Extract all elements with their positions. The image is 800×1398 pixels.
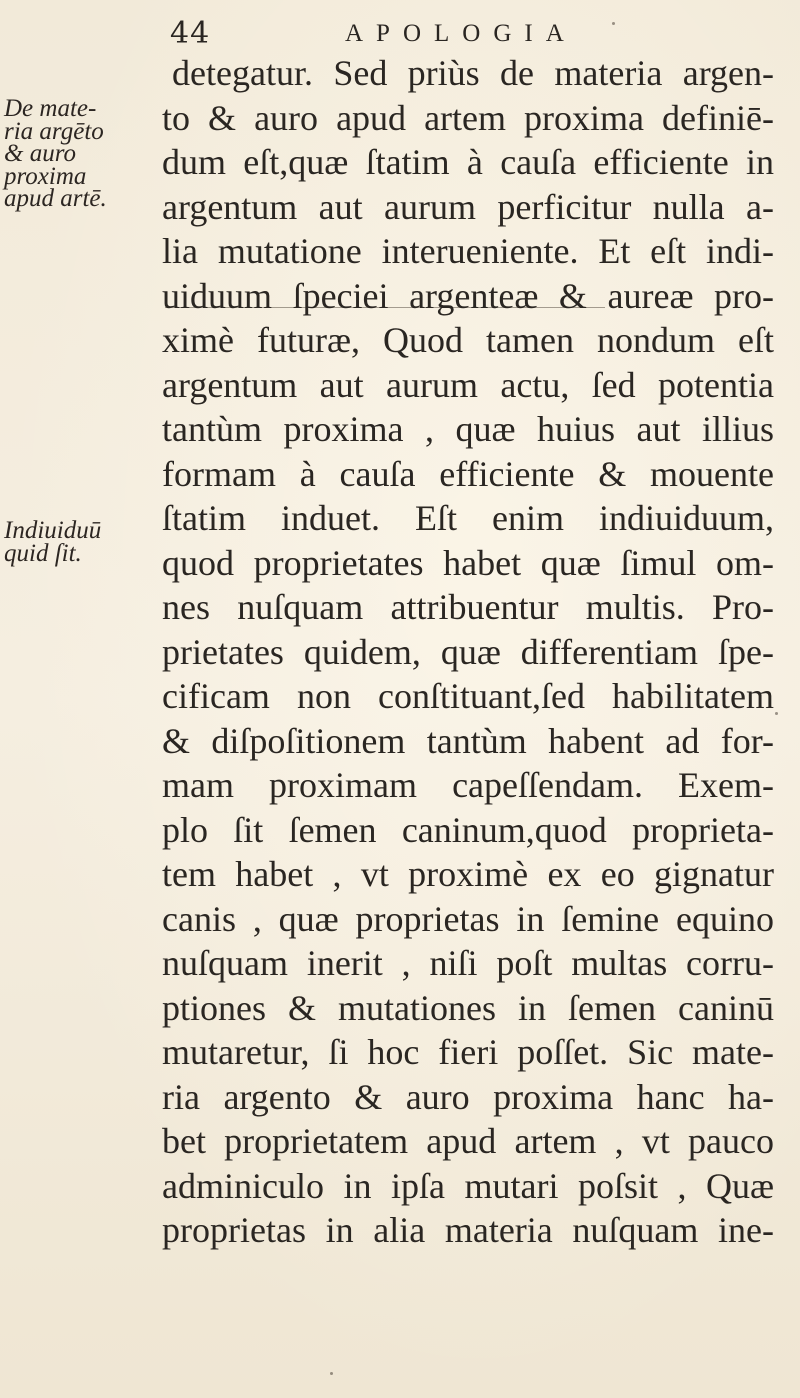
running-head: APOLOGIA xyxy=(345,20,577,47)
margin-note-line: & auro xyxy=(4,140,76,167)
text-line: canis , quæ proprietas in ſemine equino xyxy=(162,898,774,939)
text-line: nes nuſquam attribuentur multis. Pro- xyxy=(162,587,774,627)
text-line: adminiculo in ipſa mutari poſsit , Quæ xyxy=(162,1165,774,1206)
text-line: mam proximam capeſſendam. Exem- xyxy=(162,765,774,805)
text-line: ptiones & mutationes in ſemen caninū xyxy=(162,987,774,1028)
ink-speck xyxy=(330,1372,333,1375)
text-line: bet proprietatem apud artem , vt pauco xyxy=(162,1121,774,1161)
text-line: prietates quidem, quæ differentiam ſpe- xyxy=(162,631,774,672)
margin-note-line: Indiuiduū xyxy=(4,517,102,544)
text-line: formam à cauſa efficiente & mouente xyxy=(162,453,774,494)
text-line: ria argento & auro proxima hanc ha- xyxy=(162,1076,774,1117)
text-line: uiduum ſpeciei argenteæ & aureæ pro- xyxy=(162,275,774,316)
text-line: proprietas in alia materia nuſquam ine- xyxy=(162,1210,774,1250)
ink-speck xyxy=(775,712,778,715)
text-line: lia mutatione interueniente. Et eſt indi- xyxy=(162,231,774,271)
text-line: quod proprietates habet quæ ſimul om- xyxy=(162,542,774,583)
text-line: cificam non conſtituant,ſed habilitatem xyxy=(162,676,774,716)
ink-speck xyxy=(612,22,615,25)
margin-note-line: proxima xyxy=(4,162,87,190)
text-line: dum eſt,quæ ſtatim à cauſa efficiente in xyxy=(162,142,774,182)
margin-note-line: quid ſit. xyxy=(4,539,82,567)
margin-note-line: apud artē. xyxy=(4,185,107,212)
margin-note-materia xyxy=(4,95,154,212)
margin-note-line: ria argēto xyxy=(4,117,104,145)
margin-note-indiuiduum xyxy=(4,517,154,567)
text-line: plo ſit ſemen caninum,quod proprieta- xyxy=(162,809,774,850)
text-line: detegatur. Sed priùs de materia argen- xyxy=(172,53,774,93)
text-line: mutaretur, ſi hoc fieri poſſet. Sic mate- xyxy=(162,1032,774,1072)
text-line: ſtatim induet. Eſt enim indiuiduum, xyxy=(162,498,774,538)
text-line: & diſpoſitionem tantùm habent ad for- xyxy=(162,720,774,761)
margin-note-line: De mate- xyxy=(4,95,97,122)
text-line: nuſquam inerit , niſi poſt multas corru- xyxy=(162,943,774,983)
text-line: argentum aut aurum actu, ſed potentia xyxy=(162,364,774,405)
page-header xyxy=(170,8,670,52)
text-line: tantùm proxima , quæ huius aut illius xyxy=(162,409,774,449)
text-line: ximè futuræ, Quod tamen nondum eſt xyxy=(162,320,774,360)
text-line: tem habet , vt proximè ex eo gignatur xyxy=(162,854,774,894)
text-line: to & auro apud artem proxima definiē- xyxy=(162,97,774,138)
page-number: 44 xyxy=(170,16,211,51)
text-line: argentum aut aurum perficitur nulla a- xyxy=(162,186,774,227)
body-text xyxy=(162,51,774,1253)
